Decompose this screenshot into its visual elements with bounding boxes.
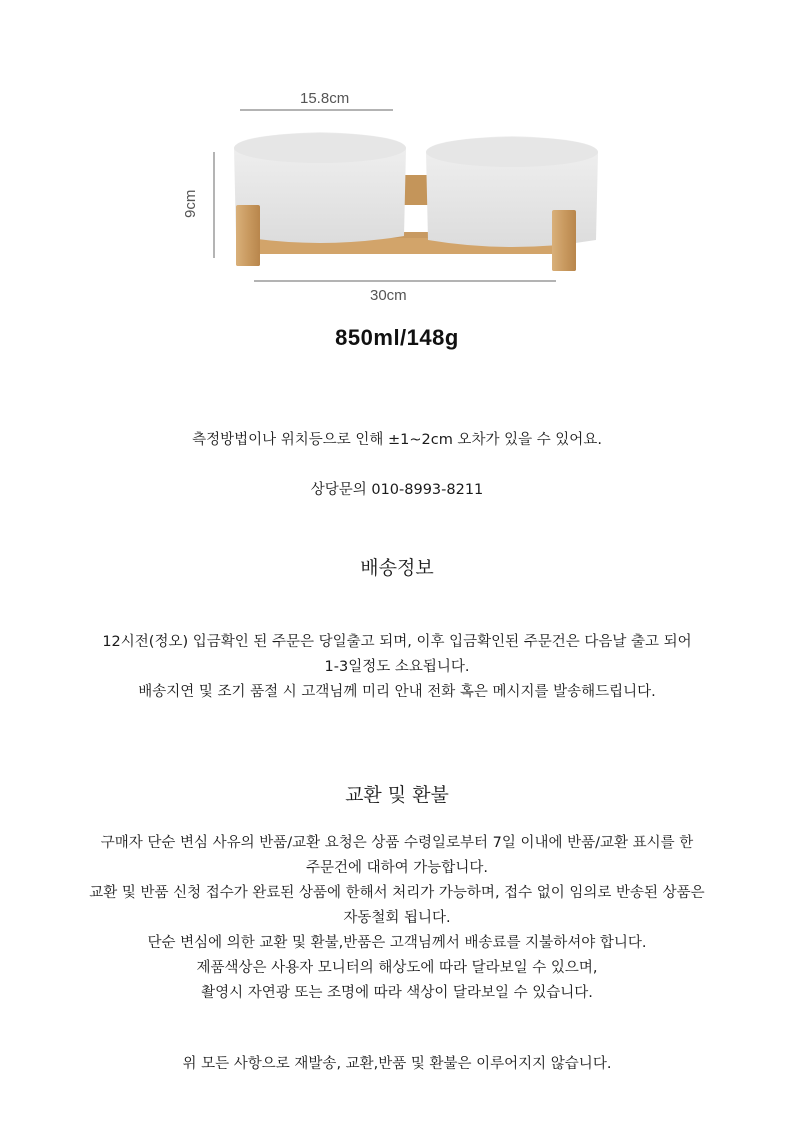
- refund-line: 촬영시 자연광 또는 조명에 따라 색상이 달라보일 수 있습니다.: [201, 985, 593, 1001]
- bowl-height-label: 9cm: [182, 189, 199, 218]
- shipping-line: 1-3일정도 소요됩니다.: [324, 659, 470, 675]
- refund-line: 단순 변심에 의한 교환 및 환불,반품은 고객님께서 배송료를 지불하셔야 합니다.: [147, 935, 647, 951]
- stand-back-post: [402, 175, 428, 205]
- refund-line: 자동철회 됩니다.: [343, 910, 451, 926]
- product-image: [0, 0, 794, 380]
- shipping-line: 배송지연 및 조기 품절 시 고객님께 미리 안내 전화 혹은 메시지를 발송해드립니다.: [138, 684, 656, 700]
- capacity-weight-label: 850ml/148g: [335, 325, 459, 350]
- shipping-line: 12시전(정오) 입금확인 된 주문은 당일출고 되며, 이후 입금확인된 주문건은 다음날 출고 되어: [102, 634, 692, 650]
- refund-line: 구매자 단순 변심 사유의 반품/교환 요청은 상품 수령일로부터 7일 이내에 반품/교환 표시를 한: [100, 835, 694, 851]
- contact-info: 상당문의 010-8993-8211: [310, 482, 484, 498]
- bowl-width-label: 15.8cm: [300, 90, 350, 107]
- refund-line: 교환 및 반품 신청 접수가 완료된 상품에 한해서 처리가 가능하며, 접수 없이 임의로 반송된 상품은: [89, 885, 705, 901]
- final-notice: 위 모든 사항으로 재발송, 교환,반품 및 환불은 이루어지지 않습니다.: [182, 1056, 612, 1072]
- measurement-note: 측정방법이나 위치등으로 인해 ±1~2cm 오차가 있을 수 있어요.: [192, 432, 602, 448]
- shipping-heading: 배송정보: [360, 557, 434, 579]
- refund-line: 제품색상은 사용자 모니터의 해상도에 따라 달라보일 수 있으며,: [196, 960, 598, 976]
- refund-info: [0, 831, 794, 1006]
- refund-heading: 교환 및 환불: [345, 784, 449, 806]
- refund-line: 주문건에 대하여 가능합니다.: [306, 860, 488, 876]
- shipping-info: [0, 630, 794, 705]
- bowl-illustration: [0, 0, 794, 380]
- total-width-label: 30cm: [370, 287, 407, 304]
